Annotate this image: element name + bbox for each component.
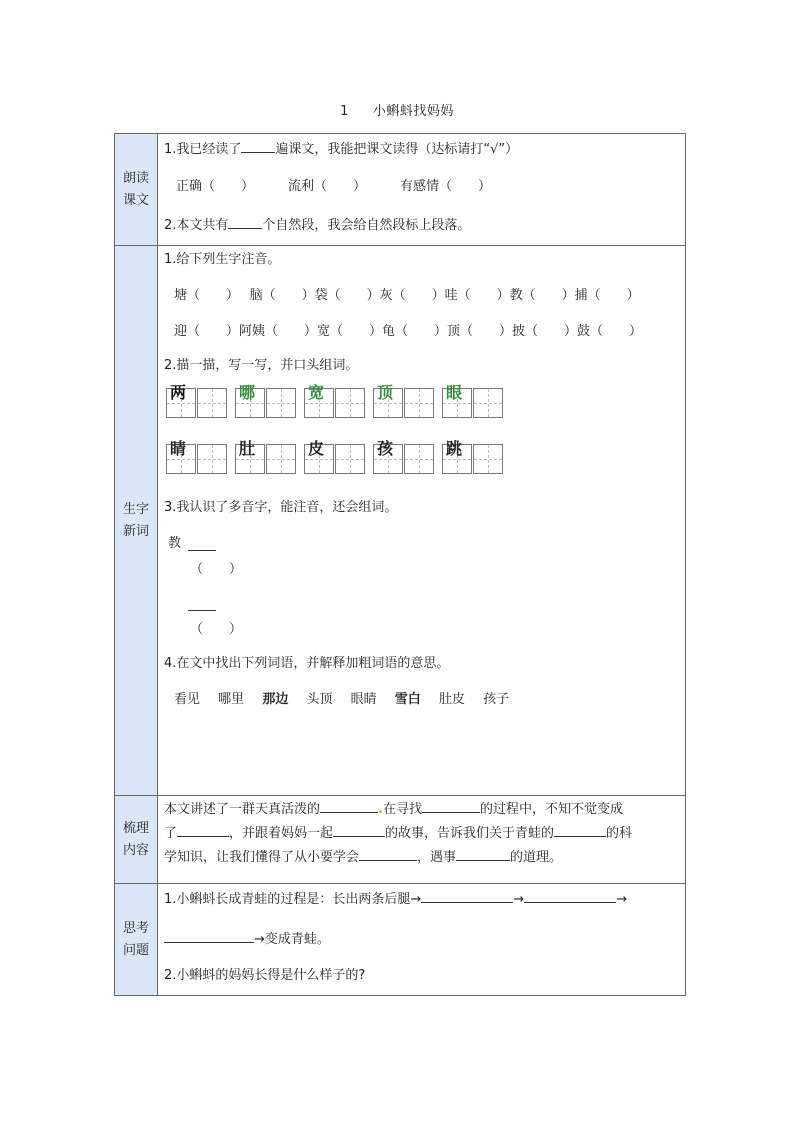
thinking-q1-line2: →变成青蛙。: [164, 928, 679, 950]
vocab-word: 那边: [262, 692, 289, 707]
summary-line-1: 本文讲述了一群天真活泼的 .在寻找 的过程中，不知不觉变成: [164, 798, 679, 822]
section-label-summary: 梳理内容: [115, 796, 158, 884]
trace-question: 2.描一描，写一写，并口头组词。: [164, 358, 359, 373]
summary-blank[interactable]: [359, 846, 417, 861]
new-words-content: [158, 246, 685, 710]
summary-blank[interactable]: [177, 822, 229, 837]
summary-line-3: 学知识，让我们懂得了从小要学会 ，遇事 的道理。: [164, 846, 679, 870]
pinyin-row-1[interactable]: 塘（ ） 脑（ ）袋（ ）灰（ ）哇（ ）教（ ）捕（ ）: [174, 288, 640, 303]
trace-char: 睛: [170, 439, 187, 458]
vocab-word: 哪里: [218, 692, 245, 707]
blank-read-times[interactable]: [241, 138, 275, 153]
section-summary: [115, 796, 686, 884]
pinyin-question: 1.给下列生字注音。: [164, 252, 281, 267]
vocab-question: 4.在文中找出下列词语，并解释加粗词语的意思。: [164, 656, 450, 671]
summary-content: [158, 796, 685, 870]
trace-grid[interactable]: [235, 383, 299, 420]
section-label-reading: 朗读课文: [115, 134, 158, 246]
trace-char: 孩: [377, 439, 394, 458]
trace-grid[interactable]: [166, 383, 230, 420]
trace-grid[interactable]: [373, 383, 437, 420]
trace-grid[interactable]: [304, 383, 368, 420]
trace-char: 眼: [446, 383, 463, 402]
stage-blank[interactable]: [164, 928, 254, 943]
section-label-new-words: 生字新词: [115, 246, 158, 796]
trace-char: 跳: [446, 439, 463, 458]
section-reading: [115, 134, 686, 246]
summary-blank[interactable]: [320, 798, 378, 813]
pinyin-row-2[interactable]: 迎（ ）阿姨（ ）宽（ ）龟（ ）顶（ ）披（ ）鼓（ ）: [174, 324, 643, 339]
vocab-word: 雪白: [394, 692, 421, 707]
stage-blank[interactable]: [524, 888, 616, 903]
blank-paragraph-count[interactable]: [228, 214, 262, 229]
section-thinking: [115, 884, 686, 996]
vocab-word: 孩子: [483, 692, 510, 707]
reading-content: [158, 134, 685, 236]
worksheet-table: [114, 133, 686, 996]
polyphone-pinyin-2[interactable]: （ ）: [190, 622, 243, 637]
trace-char: 哪: [239, 383, 256, 402]
polyphone-pinyin-1[interactable]: （ ）: [190, 562, 243, 577]
summary-line-2: 了 ，并跟着妈妈一起 的故事，告诉我们关于青蛙的 的科: [164, 822, 679, 846]
polyphone-word-blank-1[interactable]: [188, 536, 216, 551]
summary-blank[interactable]: [554, 822, 606, 837]
trace-char: 顶: [377, 383, 394, 402]
thinking-q1-line1: 1.小蝌蚪长成青蛙的过程是：长出两条后腿→ → →: [164, 888, 679, 910]
vocab-word: 看见: [174, 692, 201, 707]
trace-row-1: [166, 383, 679, 420]
lesson-title: 小蝌蚪找妈妈: [372, 104, 454, 119]
section-new-words: [115, 246, 686, 796]
trace-grid[interactable]: [235, 439, 299, 476]
trace-grid[interactable]: [304, 439, 368, 476]
trace-grid[interactable]: [442, 383, 506, 420]
page-title: [0, 100, 794, 119]
trace-char: 皮: [308, 439, 325, 458]
option-fluent[interactable]: 流利（ ）: [288, 179, 367, 194]
option-emotion[interactable]: 有感情（ ）: [400, 179, 492, 194]
vocab-words: [164, 690, 679, 710]
reading-q2: 2.本文共有 个自然段，我会给自然段标上段落。: [164, 214, 679, 236]
vocab-word: 头顶: [306, 692, 333, 707]
reading-options: [164, 177, 679, 197]
trace-row-2: [166, 439, 679, 476]
section-label-thinking: 思考问题: [115, 884, 158, 996]
polyphone-char: 教: [168, 536, 182, 551]
summary-blank[interactable]: [456, 846, 510, 861]
summary-blank[interactable]: [422, 798, 480, 813]
reading-q1: 1.我已经读了 遍课文，我能把课文读得（达标请打“√”）: [164, 138, 679, 160]
vocab-word: 肚皮: [438, 692, 465, 707]
trace-char: 两: [170, 383, 187, 402]
trace-grid[interactable]: [442, 439, 506, 476]
trace-char: 宽: [308, 383, 325, 402]
polyphone-question: 3.我认识了多音字，能注音，还会组词。: [164, 500, 398, 515]
thinking-content: [158, 884, 685, 986]
summary-blank[interactable]: [333, 822, 385, 837]
option-correct[interactable]: 正确（ ）: [176, 179, 255, 194]
trace-char: 肚: [239, 439, 256, 458]
lesson-number: 1: [340, 104, 349, 119]
trace-grid[interactable]: [166, 439, 230, 476]
stage-blank[interactable]: [421, 888, 513, 903]
trace-grid[interactable]: [373, 439, 437, 476]
polyphone-word-blank-2[interactable]: [188, 596, 216, 611]
vocab-word: 眼睛: [350, 692, 377, 707]
thinking-q2: 2.小蝌蚪的妈妈长得是什么样子的?: [164, 968, 366, 983]
polyphone-block: [164, 528, 679, 638]
